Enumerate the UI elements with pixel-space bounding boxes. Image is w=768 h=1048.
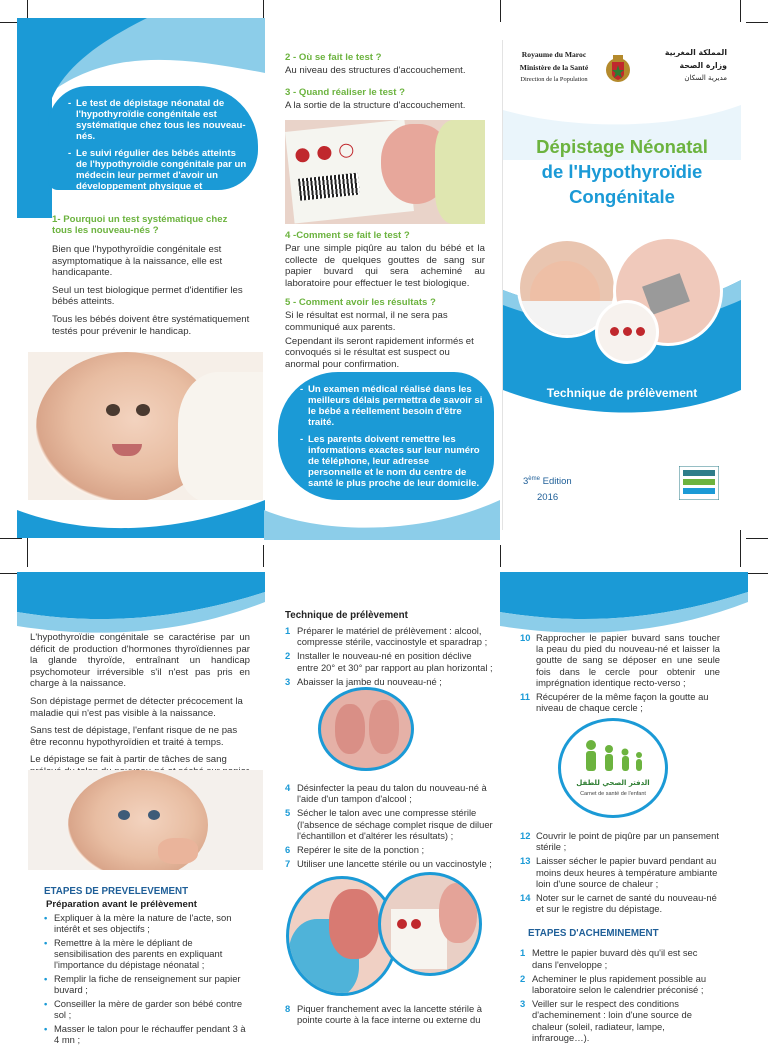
booklet-title-fr: Carnet de santé de l'enfant — [580, 791, 646, 797]
header-right — [647, 48, 727, 82]
step-text: Laisser sécher le papier buvard pendant au moins deux heures à température ambiante loin d'une source de chaleur ; — [536, 855, 718, 889]
panel2-top — [285, 52, 485, 117]
step-item — [285, 858, 495, 869]
blood-spot — [623, 327, 632, 336]
panel1-bubble — [48, 86, 258, 214]
step-number: 8 — [285, 1003, 291, 1014]
booklet-title-ar: الدفتر الصحي للطفل — [576, 779, 650, 787]
step-number: 14 — [520, 892, 531, 904]
step-item — [285, 625, 495, 647]
step-text: Noter sur le carnet de santé du nouveau-né et sur le registre du dépistage. — [536, 892, 717, 915]
step-number: 7 — [285, 858, 291, 870]
step-item — [285, 844, 495, 855]
step-item — [520, 892, 720, 914]
question-5-title: 5 - Comment avoir les résultats ? — [285, 297, 436, 309]
cover-title — [503, 134, 741, 209]
step-item — [285, 807, 495, 841]
title-line: de l'Hypothyroïdie — [541, 161, 703, 182]
step-number: 4 — [285, 782, 291, 793]
health-booklet-circle — [558, 718, 668, 818]
step-text: Préparer le matériel de prélèvement : alcool, compresse stérile, vaccinostyle et sparadrap ; — [297, 625, 488, 648]
panel5-bottom — [285, 1003, 495, 1028]
panel2-bubble — [278, 372, 494, 500]
paragraph: Sans test de dépistage, l'enfant risque de ne pas être reconnu hypothyroïdien et traité à temps. — [30, 725, 238, 748]
question-4-title: 4 -Comment se fait le test ? — [285, 230, 410, 241]
step-text: Installer le nouveau-né en position déclive entre 20° et 30° par rapport au plan horizontal ; — [297, 650, 493, 673]
blotting-paper-photo — [285, 120, 485, 224]
paragraph: Bien que l'hypothyroïdie congénitale est asymptomatique à la naissance, elle est handicapante. — [52, 244, 223, 279]
step-text: Repérer le site de la ponction ; — [297, 844, 425, 856]
edition-year: 2016 — [537, 492, 559, 503]
list-item: • Remettre à la mère le dépliant de sensibilisation des parents en expliquant l'importance du dépistage néonatal ; — [44, 937, 252, 970]
title-line: Congénitale — [569, 186, 675, 207]
steps-list — [520, 632, 720, 713]
blood-spot — [317, 145, 332, 160]
step-text: Utiliser une lancette stérile ou un vaccinostyle ; — [297, 858, 492, 870]
step-item — [520, 855, 720, 889]
step-number: 3 — [520, 998, 526, 1010]
steps-list — [520, 830, 720, 914]
circle-photo-card — [595, 300, 659, 364]
question-3-title: 3 - Quand réaliser le test ? — [285, 86, 405, 98]
step-item — [285, 650, 495, 672]
blood-spot — [411, 919, 421, 929]
etapes-title: ETAPES DE PREVELEVEMENT — [44, 886, 189, 897]
towel — [178, 372, 263, 500]
step-item — [520, 973, 720, 995]
step-item — [520, 998, 720, 1043]
step-text: Mettre le papier buvard dès qu'il est sec dans l'enveloppe ; — [532, 947, 698, 970]
acheminement-title: ETAPES D'ACHEMINEMENT — [528, 928, 659, 940]
paragraph: Seul un test biologique permet d'identifier les bébés atteints. — [52, 284, 243, 308]
step-number: 1 — [285, 625, 291, 636]
step-text: Récupérer de la même façon la goutte au niveau de chaque cercle ; — [536, 691, 709, 714]
crop-mark — [746, 22, 768, 23]
step-number: 2 — [520, 972, 526, 984]
baby-eye — [136, 404, 150, 416]
header-line: مديرية السكان — [684, 74, 727, 82]
step-item — [520, 691, 720, 713]
paragraph: L'hypothyroïdie congénitale se caractérise par un déficit de production d'hormones thyroïdiennes par la glande thyroïde, entraînant un handicap psychomoteur irréversible s'il n'est pas pris en charge à la naissance. — [30, 632, 250, 690]
step-text: Rapprocher le papier buvard sans toucher la peau du pied du nouveau-né et laisser la goutte de sang se déposer en une seule fois dans le cercle pour obtenir une imprégnation identique recto-verso ; — [536, 632, 720, 688]
paragraph: Le dépistage se fait à partir de tâches de sang — [30, 754, 227, 766]
technique-title: Technique de prélèvement — [285, 610, 408, 621]
title-line: Dépistage Néonatal — [536, 136, 708, 157]
step-text: Acheminer le plus rapidement possible au laboratoire selon le calendrier préconisé ; — [532, 972, 707, 996]
steps-list — [285, 1003, 495, 1025]
steps-list — [285, 625, 495, 687]
step-item — [285, 676, 495, 687]
list-item: • Expliquer à la mère la nature de l'acte, son intérêt et ses objectifs ; — [44, 912, 252, 934]
step-item — [520, 947, 720, 969]
blood-spot — [610, 327, 619, 336]
blood-spot — [397, 919, 407, 929]
baby-photo — [28, 770, 263, 870]
baby-hand — [158, 838, 198, 864]
list-item: • Masser le talon pour le réchauffer pendant 3 à 4 mn ; — [44, 1023, 252, 1045]
step-number: 10 — [520, 632, 531, 643]
step-text: Veiller sur le respect des conditions d'acheminement : loin d'une source de chaleur (soleil, radiateur, lampe, infrarouge…). — [532, 998, 692, 1043]
panel1-bottom-swirl — [17, 490, 265, 538]
step-item — [520, 830, 720, 852]
bubble-item: - Le suivi régulier des bébés atteints de l'hypothyroïdie congénitale par un médecin leur permet d'avoir un développement physique et intellectuel normal comme les autres enfants non atteints. — [76, 148, 248, 214]
panel6-top — [520, 632, 720, 716]
cover-subtitle: Technique de prélèvement — [546, 386, 698, 400]
step-text: Couvrir le point de piqûre par un pansement stérile ; — [536, 830, 719, 853]
paragraph: Son dépistage permet de détecter précocement la maladie qui n'est pas visible à la naissance. — [30, 695, 243, 719]
circle-photo-card-drop — [378, 872, 482, 976]
crop-mark — [0, 538, 22, 539]
glove — [435, 120, 485, 224]
blood-spot — [295, 148, 310, 163]
steps-list — [285, 782, 495, 869]
paragraph: Cependant ils seront rapidement informés et convoqués si le résultat est suspect ou anormal pour confirmation. — [285, 335, 474, 370]
step-number: 12 — [520, 830, 531, 841]
crop-mark — [263, 545, 264, 567]
crop-mark — [740, 0, 741, 22]
steps-list — [520, 947, 720, 1043]
baby-foot — [335, 704, 365, 754]
panel1-text — [52, 214, 250, 343]
panel5-top — [285, 610, 495, 690]
step-number: 11 — [520, 691, 530, 703]
panel6-mid — [520, 830, 720, 1046]
step-number: 2 — [285, 650, 291, 662]
panel5-mid — [285, 782, 495, 872]
blood-spot — [636, 327, 645, 336]
crop-mark — [740, 545, 741, 567]
edition-superscript: ème — [528, 476, 540, 482]
question-1-title: 1- Pourquoi un test systématique chez tous les nouveau-nés ? — [52, 214, 228, 236]
bubble-item: - Un examen médical réalisé dans les meilleurs délais permettra de savoir si le bébé a réellement besoin d'être traité. — [308, 384, 484, 428]
header-line: Direction de la Population — [520, 76, 588, 83]
family-icon — [577, 735, 651, 775]
circle-photo-feet — [318, 687, 414, 771]
paragraph: Au niveau des structures d'accouchement. — [285, 65, 466, 76]
step-text: Piquer franchement avec la lancette stérile à pointe courte à la face interne ou externe du — [297, 1003, 482, 1026]
list-item: • Conseiller la mère de garder son bébé contre sol ; — [44, 998, 252, 1020]
list-item: • Remplir la fiche de renseignement sur papier buvard ; — [44, 973, 252, 995]
header-left — [517, 50, 591, 83]
baby-photo — [28, 352, 263, 500]
header-line: Ministère de la Santé — [519, 63, 589, 72]
step-text: Abaisser la jambe du nouveau-né ; — [297, 675, 442, 687]
paragraph: Par une simple piqûre au talon du bébé et la collecte de quelques gouttes de sang sur papier buvard qui sera acheminé au laboratoire pour effectuer le test biologique. — [285, 243, 485, 289]
blood-spot — [339, 143, 354, 158]
step-number: 3 — [285, 675, 291, 687]
step-item — [520, 632, 720, 688]
step-text: Sécher le talon avec une compresse stérile (l'absence de séchage complet risque de diluer l'échantillon et d'altérer les résultats) ; — [297, 807, 493, 841]
edition-word: Edition — [539, 476, 572, 488]
paragraph: Si le résultat est normal, il ne sera pas communiqué aux parents. — [285, 310, 448, 333]
baby-eye — [148, 810, 160, 820]
paragraph: Tous les bébés doivent être systématiquement testés pour prévenir le handicap. — [52, 313, 250, 337]
crop-mark — [27, 545, 28, 567]
coat-of-arms-emblem — [601, 52, 635, 86]
step-text: Désinfecter la peau du talon du nouveau-né à l'aide d'un tampon d'alcool ; — [297, 782, 487, 805]
baby-foot — [329, 889, 379, 959]
prep-list — [44, 912, 252, 1045]
crop-mark — [746, 573, 768, 574]
paragraph: A la sortie de la structure d'accouchement. — [285, 99, 466, 111]
bubble-item: - Le test de dépistage néonatal de l'hypothyroïdie congénitale est systématique chez tous les nouveau-nés. — [76, 98, 248, 142]
crop-mark — [746, 538, 768, 539]
crop-mark — [500, 545, 501, 567]
baby-foot — [439, 883, 477, 943]
baby-foot — [369, 700, 399, 754]
cover-panel — [502, 40, 741, 530]
barcode — [298, 173, 360, 201]
step-item — [285, 782, 495, 804]
crop-mark — [500, 0, 501, 22]
question-2-title: 2 - Où se fait le test ? — [285, 52, 382, 63]
step-number: 13 — [520, 855, 531, 867]
edition-number: 3 — [523, 476, 529, 488]
step-number: 5 — [285, 807, 291, 819]
baby-eye — [118, 810, 130, 820]
baby-eye — [106, 404, 120, 416]
ministry-logo-icon — [679, 466, 719, 500]
panel2-mid — [285, 230, 485, 376]
step-number: 6 — [285, 844, 291, 856]
header-line: Royaume du Maroc — [521, 50, 587, 59]
step-number: 1 — [520, 947, 526, 959]
edition-label — [523, 476, 572, 487]
header-line: المملكة المغربية — [664, 48, 727, 57]
prep-title: Préparation avant le prélèvement — [46, 899, 197, 910]
header-line: وزارة الصحة — [679, 61, 727, 70]
bubble-item: - Les parents doivent remettre les informations exactes sur leur numéro de téléphone, leur adresse personnelle et le nom du centre de santé le plus proche de leur domicile. — [308, 434, 484, 489]
step-item — [285, 1003, 495, 1025]
